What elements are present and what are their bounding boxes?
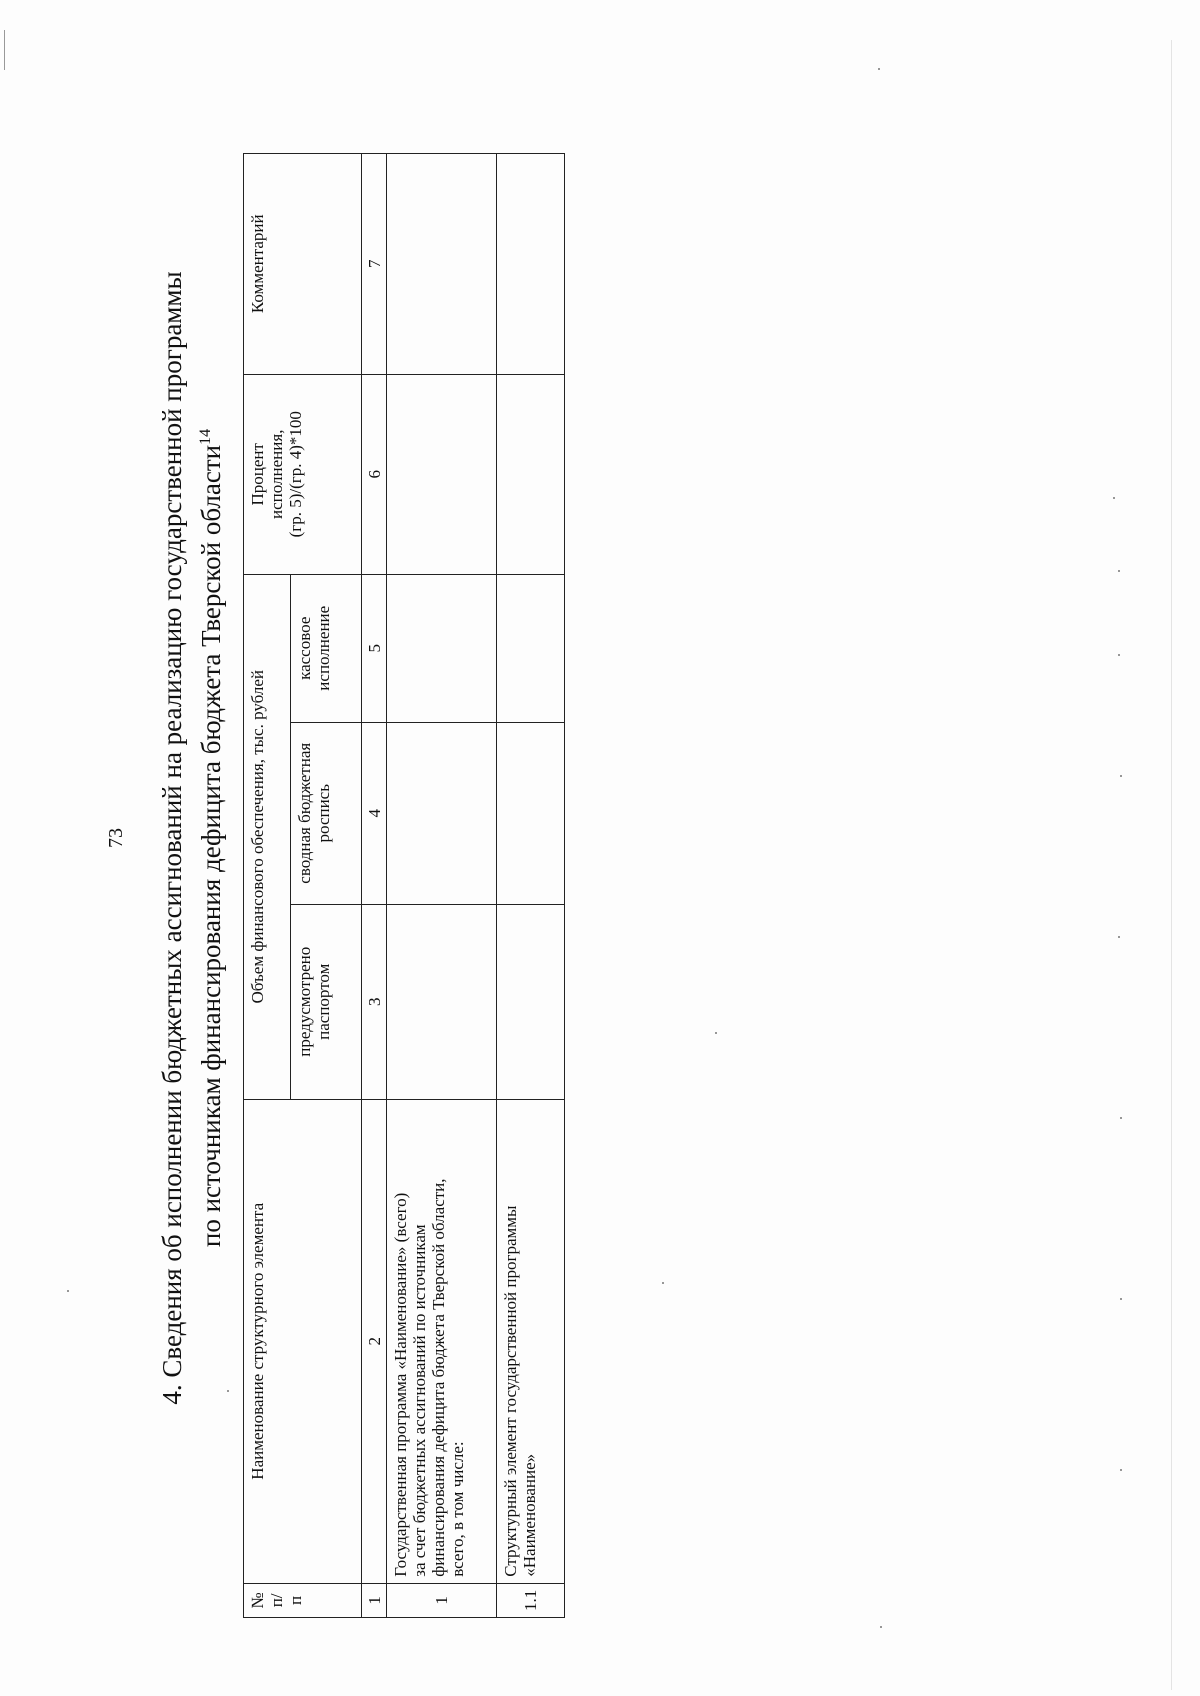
scan-speck xyxy=(67,1290,69,1292)
column-number: 4 xyxy=(362,722,387,904)
header-execution-percent xyxy=(244,374,362,574)
column-number: 7 xyxy=(362,153,387,374)
cell-budget-list xyxy=(387,722,497,904)
cell-comment xyxy=(497,153,565,374)
row-number: 1.1 xyxy=(497,1583,565,1617)
header-row-1 xyxy=(244,153,291,1617)
header-number: № п/п xyxy=(244,1583,362,1617)
page-title xyxy=(155,58,228,1618)
column-number: 5 xyxy=(362,574,387,722)
table-row xyxy=(497,153,565,1617)
header-cash-execution: кассовое исполнение xyxy=(291,574,362,722)
budget-execution-table xyxy=(243,153,565,1618)
page-number: 73 xyxy=(105,828,127,848)
row-name-line: всего, в том числе: xyxy=(448,1441,467,1577)
cell-percent xyxy=(497,374,565,574)
header-percent-line-3: (гр. 5)/(гр. 4)*100 xyxy=(286,411,305,538)
column-number-row xyxy=(362,153,387,1617)
cell-budget-list xyxy=(497,722,565,904)
cell-cash-execution xyxy=(387,574,497,722)
rotated-page xyxy=(95,58,1200,1618)
cell-passport xyxy=(387,904,497,1099)
header-element-name: Наименование структурного элемента xyxy=(244,1099,362,1583)
cell-passport xyxy=(497,904,565,1099)
row-element-name xyxy=(387,1099,497,1583)
column-number: 3 xyxy=(362,904,387,1099)
row-element-name xyxy=(497,1099,565,1583)
column-number: 1 xyxy=(362,1583,387,1617)
footnote-marker: 14 xyxy=(197,428,214,445)
row-name-line: «Наименование» xyxy=(520,1453,539,1577)
row-name-line: за счет бюджетных ассигнований по источникам xyxy=(410,1224,429,1577)
table-row xyxy=(387,153,497,1617)
header-percent-line-2: исполнения, xyxy=(267,429,286,519)
cell-comment xyxy=(387,153,497,374)
title-line-1: 4. Сведения об исполнении бюджетных ассигнований на реализацию государственной программы xyxy=(157,271,187,1405)
header-passport: предусмотрено паспортом xyxy=(291,904,362,1099)
scan-mark xyxy=(4,30,5,70)
column-number: 6 xyxy=(362,374,387,574)
title-line-2-text: по источникам финансирования дефицита бюджета Тверской области xyxy=(196,444,226,1248)
scan-speck xyxy=(880,1626,882,1628)
header-comment: Комментарий xyxy=(244,153,362,374)
header-percent-line-1: Процент xyxy=(248,443,267,506)
cell-cash-execution xyxy=(497,574,565,722)
cell-percent xyxy=(387,374,497,574)
header-funding-group: Объем финансового обеспечения, тыс. рублей xyxy=(244,574,291,1099)
row-name-line: финансирования дефицита бюджета Тверской области, xyxy=(429,1178,448,1577)
header-budget-list: сводная бюджетная роспись xyxy=(291,722,362,904)
row-name-line: Государственная программа «Наименование» (всего) xyxy=(391,1192,410,1577)
title-line-2 xyxy=(189,58,228,1618)
row-name-line: Структурный элемент государственной программы xyxy=(501,1205,520,1577)
row-number: 1 xyxy=(387,1583,497,1617)
column-number: 2 xyxy=(362,1099,387,1583)
